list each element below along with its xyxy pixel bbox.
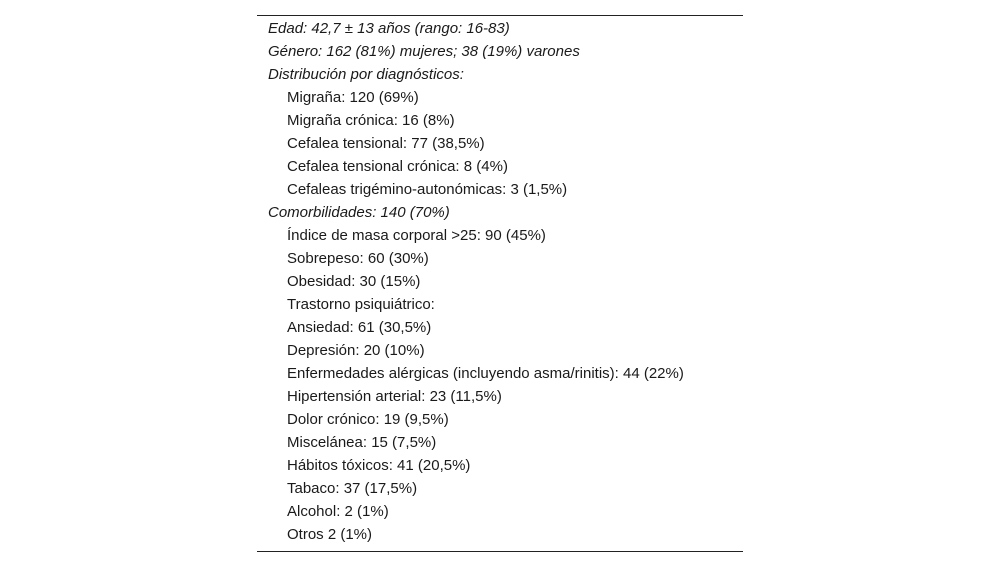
table-row: Obesidad: 30 (15%) [287, 273, 421, 290]
table-row: Género: 162 (81%) mujeres; 38 (19%) varones [268, 43, 580, 60]
table-row: Otros 2 (1%) [287, 526, 373, 543]
table-row: Comorbilidades: 140 (70%) [268, 204, 450, 221]
table-row: Depresión: 20 (10%) [287, 342, 425, 359]
table-row: Cefaleas trigémino-autonómicas: 3 (1,5%) [287, 181, 568, 198]
table-row: Índice de masa corporal >25: 90 (45%) [287, 227, 546, 244]
table-row: Hábitos tóxicos: 41 (20,5%) [287, 457, 471, 474]
table-row: Hipertensión arterial: 23 (11,5%) [287, 388, 502, 405]
table-row: Edad: 42,7 ± 13 años (rango: 16-83) [268, 20, 510, 37]
table-row: Migraña: 120 (69%) [287, 89, 419, 106]
table-row: Cefalea tensional crónica: 8 (4%) [287, 158, 508, 175]
table-row: Sobrepeso: 60 (30%) [287, 250, 429, 267]
table-row: Dolor crónico: 19 (9,5%) [287, 411, 449, 428]
table-row: Tabaco: 37 (17,5%) [287, 480, 418, 497]
demographics-table [257, 15, 743, 552]
table-row: Enfermedades alérgicas (incluyendo asma/rinitis): 44 (22%) [287, 365, 684, 382]
table-row: Migraña crónica: 16 (8%) [287, 112, 455, 129]
table-row: Miscelánea: 15 (7,5%) [287, 434, 437, 451]
table-row: Ansiedad: 61 (30,5%) [287, 319, 432, 336]
table-row: Distribución por diagnósticos: [268, 66, 464, 83]
table-row: Alcohol: 2 (1%) [287, 503, 389, 520]
table-row: Trastorno psiquiátrico: [287, 296, 435, 313]
table-row: Cefalea tensional: 77 (38,5%) [287, 135, 485, 152]
